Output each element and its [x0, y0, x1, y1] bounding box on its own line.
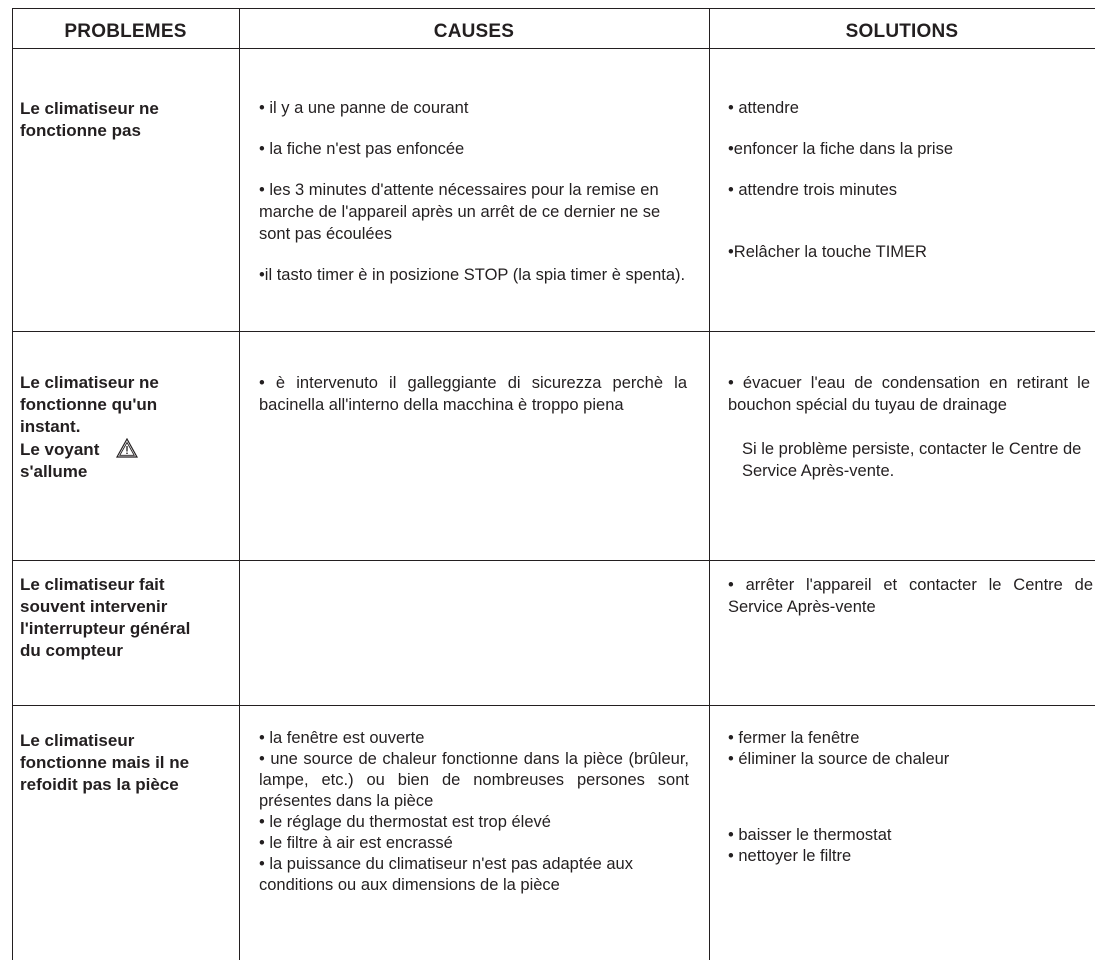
header-causes: CAUSES — [433, 21, 515, 42]
cause-item: • la puissance du climatiseur n'est pas adaptée aux conditions ou aux dimensions de la pièce — [259, 855, 633, 894]
cause-item: • la fenêtre est ouverte — [259, 729, 425, 747]
solution-item: • attendre — [728, 99, 799, 117]
warning-triangle-icon — [116, 438, 138, 458]
header-problems: PROBLEMES — [64, 21, 187, 42]
cause-list — [259, 728, 689, 896]
header-solutions: SOLUTIONS — [845, 21, 959, 42]
problem-cell: Le climatiseur ne fonctionne pas — [20, 99, 159, 140]
troubleshooting-table — [12, 8, 1095, 960]
problem-cell — [20, 372, 200, 483]
solution-list — [728, 825, 1088, 867]
cause-item: • le réglage du thermostat est trop élevé — [259, 813, 551, 831]
solution-item: • nettoyer le filtre — [728, 847, 852, 865]
row-divider — [12, 331, 1095, 332]
cause-item: • il y a une panne de courant — [259, 99, 469, 117]
solution-item: Si le problème persiste, contacter le Centre de Service Après-vente. — [742, 440, 1082, 480]
cause-text: • è intervenuto il galleggiante di sicurezza perchè la bacinella all'interno della macchina è troppo piena — [259, 374, 687, 414]
solution-list — [728, 728, 1088, 770]
solution-item: •Relâcher la touche TIMER — [728, 243, 927, 261]
cause-item: • le filtre à air est encrassé — [259, 834, 453, 852]
solution-text: • arrêter l'appareil et contacter le Centre de Service Après-vente — [728, 576, 1093, 616]
solution-text: • évacuer l'eau de condensation en retirant le bouchon spécial du tuyau de drainage — [728, 374, 1090, 414]
problem-text-warning-line — [20, 438, 200, 461]
cause-item: • la fiche n'est pas enfoncée — [259, 140, 465, 158]
solution-item: • fermer la fenêtre — [728, 729, 860, 747]
solution-item — [728, 574, 1093, 618]
column-divider — [709, 8, 710, 960]
problem-cell: Le climatiseur fonctionne mais il ne refoidit pas la pièce — [20, 731, 190, 794]
problem-text: Le climatiseur ne fonctionne qu'un instant. — [20, 373, 159, 436]
table-border-top — [12, 8, 1095, 9]
cause-item — [259, 372, 689, 416]
problem-text: Le voyant — [20, 440, 100, 459]
cause-item: • une source de chaleur fonctionne dans la pièce (brûleur, lampe, etc.) ou bien de nombreuses persones sont présentes dans la pièce — [259, 750, 689, 810]
cause-item — [259, 264, 699, 286]
problem-cell: Le climatiseur fait souvent intervenir l'interrupteur général du compteur — [20, 575, 191, 660]
table-border-left — [12, 8, 13, 960]
header-divider — [12, 48, 1095, 49]
solution-item: • éliminer la source de chaleur — [728, 750, 950, 768]
cause-item — [259, 179, 699, 245]
cause-text: • les 3 minutes d'attente nécessaires pour la remise en marche de l'appareil après un arrêt de ce dernier ne se sont pas écoulées — [259, 181, 661, 243]
solution-item: • baisser le thermostat — [728, 826, 892, 844]
cause-text: •il tasto timer è in posizione STOP (la spia timer è spenta). — [259, 266, 686, 284]
row-divider — [12, 705, 1095, 706]
solution-item: •enfoncer la fiche dans la prise — [728, 140, 953, 158]
column-divider — [239, 8, 240, 960]
row-divider — [12, 560, 1095, 561]
solution-item: • attendre trois minutes — [728, 181, 898, 199]
solution-item — [728, 372, 1090, 416]
problem-text: s'allume — [20, 462, 88, 481]
